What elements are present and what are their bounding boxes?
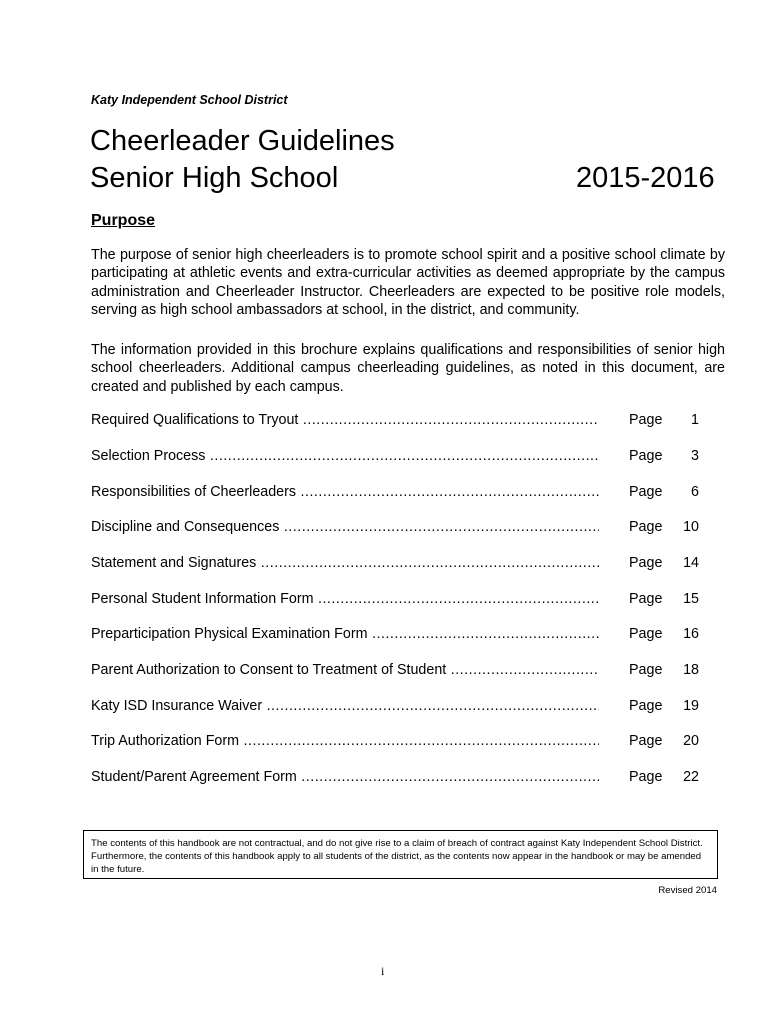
toc-entry [91,446,699,466]
toc-page-number: 22 [683,769,699,785]
purpose-heading: Purpose [91,212,156,229]
toc-page-number: 20 [683,733,699,749]
toc-entry [91,696,699,716]
toc-entry [91,660,699,680]
toc-page-word: Page [629,626,663,642]
toc-entry-label: Preparticipation Physical Examination Form ..... [91,624,599,644]
toc-page-word: Page [629,733,663,749]
toc-entry [91,517,699,537]
toc-page-number: 10 [683,519,699,535]
toc-page-word: Page [629,484,663,500]
page-number: i [381,964,385,978]
toc-page-word: Page [629,412,663,428]
revised-date: Revised 2014 [658,885,717,896]
toc-entry-label: Trip Authorization Form ..... [91,731,599,751]
toc-entry [91,482,699,502]
toc-page-number: 1 [691,412,699,428]
toc-entry-label: Student/Parent Agreement Form ..... [91,767,599,787]
toc-page-number: 16 [683,626,699,642]
toc-page-word: Page [629,698,663,714]
toc-page-number: 14 [683,555,699,571]
toc-page-word: Page [629,555,663,571]
toc-entry [91,589,699,609]
purpose-paragraph-2: The information provided in this brochure explains qualifications and responsibilities of senior high school cheerleaders. Additional campus cheerleading guidelines, as noted in this document, are created and published by each campus. [91,342,725,395]
toc-page-number: 18 [683,662,699,678]
school-year: 2015-2016 [576,162,715,194]
toc-page-number: 15 [683,591,699,607]
document-title: Cheerleader Guidelines [90,125,395,157]
document-subtitle: Senior High School [90,162,339,194]
toc-page-number: 6 [691,484,699,500]
toc-page-word: Page [629,662,663,678]
toc-entry-label: Selection Process ..... [91,446,599,466]
toc-entry [91,624,699,644]
toc-entry-label: Required Qualifications to Tryout ..... [91,410,599,430]
toc-entry [91,731,699,751]
toc-entry-label: Discipline and Consequences ..... [91,517,599,537]
disclaimer-box: The contents of this handbook are not contractual, and do not give rise to a claim of breach of contract against Katy Independent School District. Furthermore, the contents of this handbook apply to all students of the district, as the contents now appear in the handbook or may be amended in the future. [83,830,718,879]
toc-entry-label: Katy ISD Insurance Waiver ..... [91,696,599,716]
toc-page-word: Page [629,448,663,464]
toc-entry-label: Personal Student Information Form ..... [91,589,599,609]
toc-entry [91,767,699,787]
purpose-paragraph-1: The purpose of senior high cheerleaders is to promote school spirit and a positive school climate by participating at athletic events and extra-curricular activities as deemed appropriate by the campus administration and Cheerleader Instructor. Cheerleaders are expected to be positive role models, serving as high school ambassadors at school, in the district, and community. [91,247,725,318]
toc-entry-label: Responsibilities of Cheerleaders ..... [91,482,599,502]
toc-page-number: 3 [691,448,699,464]
toc-entry [91,553,699,573]
toc-page-word: Page [629,519,663,535]
toc-page-number: 19 [683,698,699,714]
toc-entry-label: Statement and Signatures ..... [91,553,599,573]
toc-page-word: Page [629,769,663,785]
toc-entry [91,410,699,430]
toc-page-word: Page [629,591,663,607]
toc-entry-label: Parent Authorization to Consent to Treatment of Student ..... [91,660,599,680]
district-name: Katy Independent School District [91,93,288,107]
